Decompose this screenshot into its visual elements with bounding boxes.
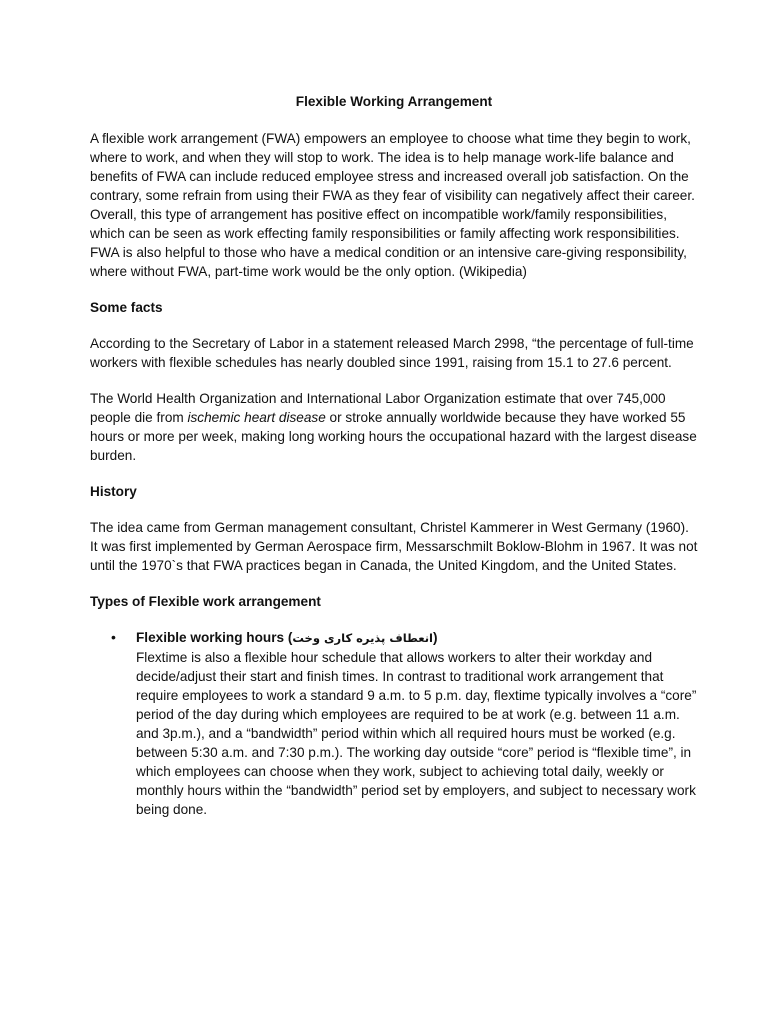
list-item [90, 628, 698, 819]
fact2-italic-term: ischemic heart disease [187, 410, 326, 425]
history-paragraph: The idea came from German management consultant, Christel Kammerer in West Germany (1960). It was first implemented by German Aerospace firm, Messarschmilt Boklow-Blohm in 1967. It was not until the 1970`s that FWA practices began in Canada, the United Kingdom, and the United States. [90, 520, 698, 573]
types-list [90, 628, 698, 819]
history-heading: History [90, 484, 137, 499]
fact-paragraph-who [90, 389, 698, 465]
types-heading: Types of Flexible work arrangement [90, 594, 321, 609]
intro-paragraph: A flexible work arrangement (FWA) empowers an employee to choose what time they begin to work, where to work, and when they will stop to work. The idea is to help manage work-life balance and benefits of FWA can include reduced employee stress and increased overall job satisfaction. On the contrary, some refrain from using their FWA as they fear of visibility can negatively affect their career. Overall, this type of arrangement has positive effect on incompatible work/family responsibilities, which can be seen as work effecting family responsibilities or family affecting work responsibilities. FWA is also helpful to those who have a medical condition or an intensive care-giving responsibility, where without FWA, part-time work would be the only option. (Wikipedia) [90, 131, 695, 279]
fact-paragraph-labor: According to the Secretary of Labor in a statement released March 2998, “the percentage of full-time workers with flexible schedules has nearly doubled since 1991, raising from 15.1 to 27.6 percent. [90, 336, 694, 370]
facts-heading: Some facts [90, 300, 163, 315]
list-item-body: Flextime is also a flexible hour schedule that allows workers to alter their workday and decide/adjust their start and finish times. In contrast to traditional work arrangement that require employees to work a standard 9 a.m. to 5 p.m. day, flextime typically involves a “core” period of the day during which employees are required to be at work (e.g. between 11 a.m. and 3p.m.), and a “bandwidth” period within which all required hours must be worked (e.g. between 5:30 a.m. and 7:30 p.m.). The working day outside “core” period is “flexible time”, in which employees can choose when they work, subject to achieving total daily, weekly or monthly hours within the “bandwidth” period set by employers, and subject to necessary work being done. [136, 650, 697, 817]
bullet-icon: • [111, 629, 116, 645]
list-item-title: Flexible working hours ( [136, 630, 293, 645]
list-item-title-close: ) [433, 630, 438, 645]
fact2-text-after: or stroke annually worldwide because they have worked 55 hours or more per week, making long working hours the occupational hazard with the largest disease burden. [90, 410, 697, 463]
fact2-text-before: The World Health Organization and International Labor Organization estimate that over 745,000 people die from [90, 391, 666, 425]
list-item-persian-title: انعطاف پذیره کاری وخت [292, 631, 433, 645]
document-body [90, 92, 698, 819]
document-title: Flexible Working Arrangement [295, 94, 493, 109]
